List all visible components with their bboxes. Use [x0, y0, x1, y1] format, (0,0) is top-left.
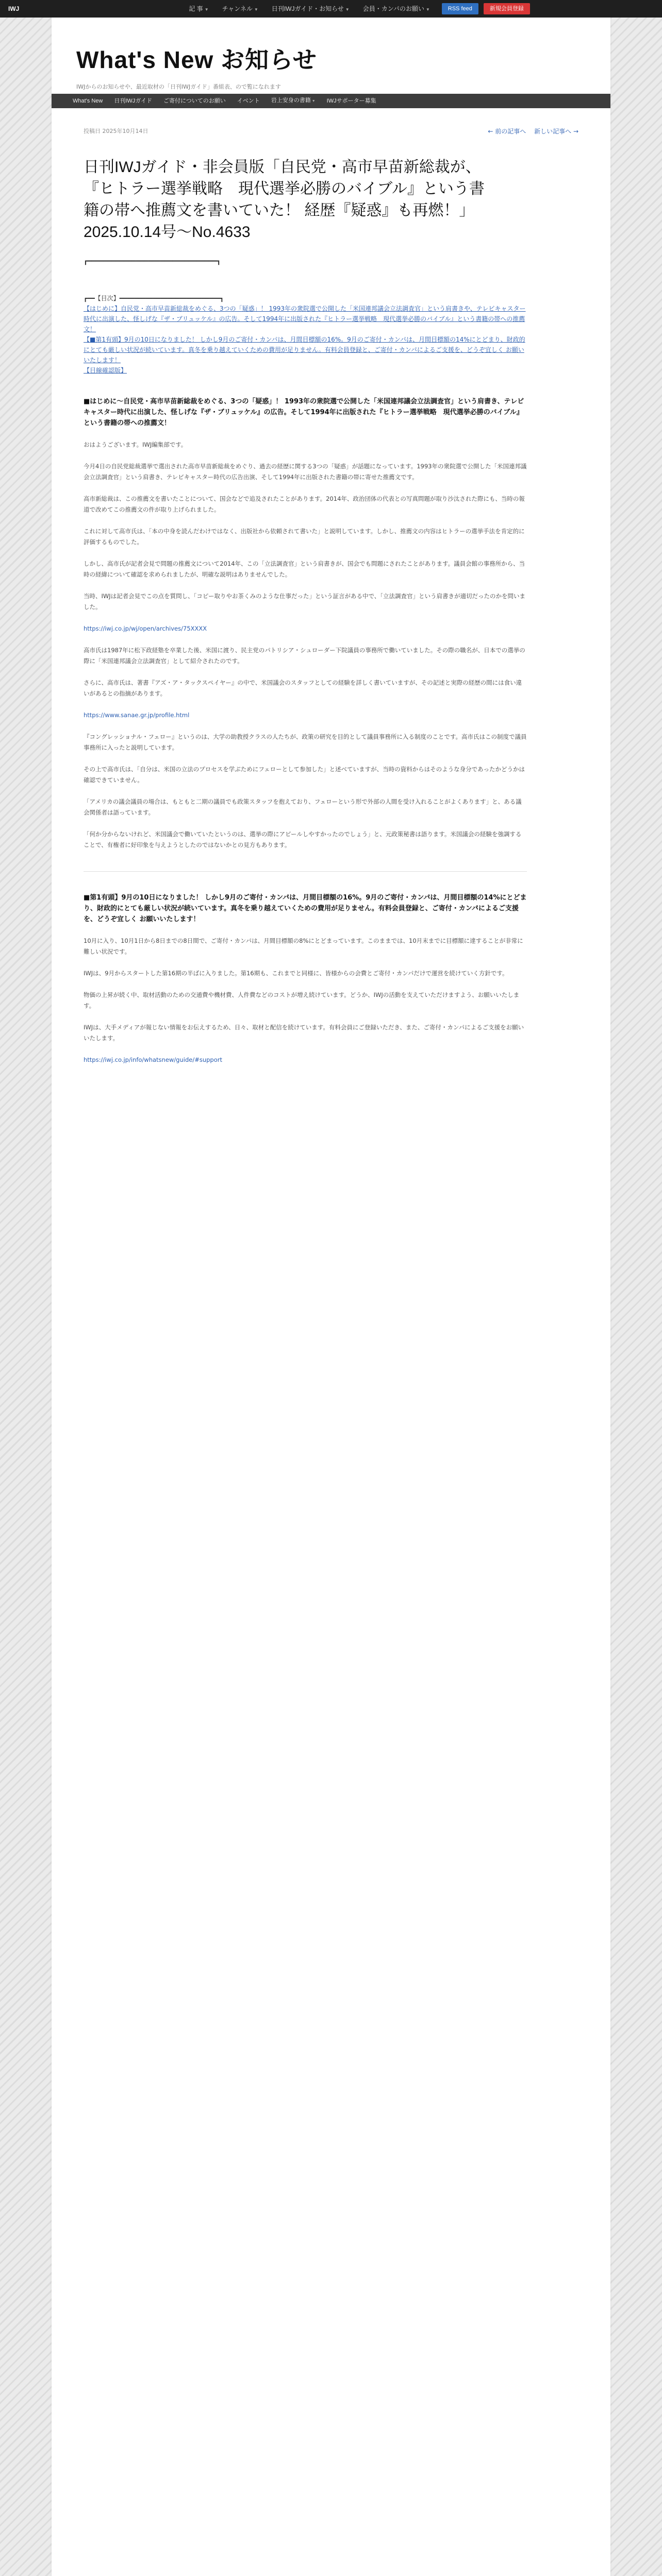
top-bar — [0, 0, 662, 18]
gnav-item-events[interactable]: イベント — [237, 98, 260, 104]
top-nav-item-guide[interactable]: 日刊IWJガイド・お知らせ ▼ — [271, 5, 350, 12]
paragraph: IWJは、9月からスタートした第16期の半ばに入りました。第16期も、これまでと同様に、皆様からの会費とご寄付・カンパだけで運営を続けていく方針です。 — [84, 970, 508, 977]
gnav-item-whats-new[interactable]: What's New — [73, 98, 103, 104]
content-wrapper — [52, 18, 610, 2576]
paragraph: 『コングレッショナル・フェロー』というのは、大学の助教授クラスの人たちが、政策の研究を目的として議員事務所に入る制度のことです。高市氏はこの制度で議員事務所に入ったと説明しています。 — [84, 733, 527, 751]
blog-title[interactable]: What's New お知らせ — [76, 46, 317, 73]
chevron-down-icon: ▼ — [311, 99, 316, 103]
divider — [84, 871, 527, 872]
chevron-down-icon: ▼ — [345, 7, 350, 12]
toc-link-confirm[interactable]: 【目線確認版】 — [84, 367, 127, 374]
paragraph: おはようございます。IWJ編集部です。 — [84, 441, 187, 448]
section-heading-intro: ■はじめに～自民党・高市早苗新総裁をめぐる、3つの「疑惑」！ 1993年の衆院選で公開した「米国連邦議会立法調査官」という肩書き、テレビキャスター時代に出演した、怪しげな『ザ・ブリュッケル』の広告。そして1994年に出版された『ヒトラー選挙戦略 現代選挙必勝のバイブル』という書籍の帯への推薦文！ — [84, 398, 524, 427]
blog-header — [52, 18, 610, 94]
toc-link-intro[interactable]: 【はじめに】自民党・高市早苗新総裁をめぐる、3つの「疑惑」！ 1993年の衆院選で公開した「米国連邦議会立法調査官」という肩書きや、テレビキャスター時代に出演した、怪しげな『ザ・ブリュッケル』の広告。そして1994年に出版された『ヒトラー選挙戦略 現代選挙必勝のバイブル』という書籍の帯への推薦文！ — [84, 305, 526, 333]
brand-logo[interactable]: IWJ — [8, 5, 20, 12]
table-of-contents — [84, 293, 527, 376]
paragraph: 「アメリカの議会議員の場合は、もともと二期の議員でも政策スタッフを抱えており、フェローという形で外部の人間を受け入れることがよくあります」と、ある議会関係者は語っています。 — [84, 798, 522, 816]
rss-button[interactable]: RSS feed — [442, 3, 478, 14]
top-nav-item-articles[interactable]: 記 事 ▼ — [189, 5, 209, 12]
top-nav-item-membership[interactable]: 会員・カンパのお願い ▼ — [362, 5, 430, 12]
paragraph: その上で高市氏は、「自分は、米国の立法のプロセスを学ぶためにフェローとして参加した」と述べていますが、当時の資料からはそのような身分であったかどうかは確認できていません。 — [84, 766, 525, 784]
gnav-item-donation[interactable]: ご寄付についてのお願い — [163, 98, 226, 104]
post-meta — [84, 125, 578, 137]
paragraph: しかし、高市氏が記者会見で問題の推薦文について2014年、この「立法調査官」という肩書きが、国会でも問題にされたことがあります。議員会館の事務所から、当時の経緯について確認を求められましたが、明確な説明はありませんでした。 — [84, 560, 525, 578]
paragraph: 高市氏は1987年に松下政経塾を卒業した後、米国に渡り、民主党のパトリシア・シュローダー下院議員の事務所で働いていました。その際の職名が、日本での選挙の際に「米国連邦議会立法調査官」として紹介されたのです。 — [84, 647, 525, 665]
post-title: 日刊IWJガイド・非会員版「自民党・高市早苗新総裁が、『ヒトラー選挙戦略 現代選挙必勝のバイブル』という書籍の帯へ推薦文を書いていた！ 経歴『疑惑』も再燃！」2025.10.14号～No.4633 — [84, 159, 485, 241]
section-heading-donation: ■第1有頭】9月の10日になりました！ しかし9月のご寄付・カンパは、月間目標額の16%。9月のご寄付・カンパは、月間目標額の14%にとどまり、財政的にとても厳しい状況が続いています。真冬を乗り越えていくための費用が足りません。有料会員登録と、ご寄付・カンパによるご支援を、どうぞ宜しく お願いいたします！ — [84, 894, 527, 923]
paragraph: IWJは、大手メディアが報じない情報をお伝えするため、日々、取材と配信を続けています。有料会員にご登録いただき、また、ご寄付・カンパによるご支援をお願いいたします。 — [84, 1024, 524, 1042]
reference-link[interactable]: https://www.sanae.gr.jp/profile.html — [84, 711, 190, 719]
chevron-down-icon: ▼ — [425, 7, 430, 12]
global-nav — [52, 94, 610, 108]
gnav-item-guide[interactable]: 日刊IWJガイド — [114, 98, 152, 104]
reference-link[interactable]: https://iwj.co.jp/info/whatsnew/guide/#support — [84, 1056, 223, 1063]
register-button[interactable]: 新規会員登録 — [484, 3, 530, 14]
reference-link[interactable]: https://iwj.co.jp/wj/open/archives/75XXXX — [84, 625, 207, 632]
paragraph: 「何か分からないけれど、米国議会で働いていたというのは、選挙の際にアピールしやすかったのでしょう」と、元政策秘書は語ります。米国議会の経験を強調することで、有権者に好印象を与えようとしたのではないかとの見方もあります。 — [84, 831, 522, 849]
post-first-line: ┏━━━━━━━━━━━━━━━━━━━━━━━━━━━━━━━━┓ — [84, 258, 221, 265]
gnav-item-supporter[interactable]: IWJサポーター募集 — [326, 98, 376, 104]
paragraph: 10月に入り、10月1日から8日までの8日間で、ご寄付・カンパは、月間目標額の8%にとどまっています。このままでは、10月末までに目標額に達することが非常に難しい状況です。 — [84, 937, 523, 955]
prev-post-link[interactable]: ← 前の記事へ — [488, 127, 526, 135]
gnav-item-books[interactable]: 岩上安身の書籍 ▼ — [271, 97, 316, 104]
paragraph: 高市新総裁は、この推薦文を書いたことについて、国会などで追及されたことがあります。2014年、政治団体の代表との写真問題が取り沙汰された際にも、当時の報道で改めてこの推薦文の件が取り上げられました。 — [84, 495, 525, 513]
toc-link-donation[interactable]: 【■第1有頭】9月の10日になりました！ しかし9月のご寄付・カンパは、月間目標額の16%。9月のご寄付・カンパは、月間目標額の14%にとどまり、財政的にとても厳しい状況が続いています。真冬を乗り越えていくための費用が足りません。有料会員登録と、ご寄付・カンパによるご支援を、どうぞ宜しく お願いいたします！ — [84, 336, 525, 364]
paragraph: 物価の上昇が続く中、取材活動のための交通費や機材費、人件費などのコストが増え続けています。どうか、IWJの活動を支えていただけますよう、お願いいたします。 — [84, 991, 520, 1009]
toc-heading: ┏━━【目次】━━━━━━━━━━━━━━━━━━━━━━━━━━━┓ — [84, 295, 224, 302]
paragraph: これに対して高市氏は、「本の中身を読んだわけではなく、出版社から依頼されて書いた」と説明しています。しかし、推薦文の内容はヒトラーの選挙手法を肯定的に評価するものでした。 — [84, 528, 525, 546]
paragraph: さらに、高市氏は、著書『アズ・ア・タックスペイヤー』の中で、米国議会のスタッフとしての経験を詳しく書いていますが、その記述と実際の経歴の間には食い違いがあるとの指摘があります。 — [84, 679, 522, 697]
post-date: 投稿日 2025年10月14日 — [84, 128, 148, 134]
paragraph: 今月4日の自民党総裁選挙で選出された高市早苗新総裁をめぐり、過去の経歴に関する3つの「疑惑」が話題になっています。1993年の衆院選で公開した「米国連邦議会立法調査官」という肩書き、テレビキャスター時代の広告出演、そして1994年に出版された書籍の帯に寄せた推薦文です。 — [84, 463, 527, 481]
blog-description: IWJからのお知らせや、最近取材の「日刊IWJガイド」番組表、ので覧になれます — [76, 83, 281, 90]
chevron-down-icon: ▼ — [254, 7, 258, 12]
post-pager — [482, 127, 578, 135]
paragraph: 当時、IWJは記者会見でこの点を質問し、「コピー取りやお茶くみのような仕事だった」という証言がある中で、「立法調査官」という肩書きが適切だったのかを問いました。 — [84, 592, 525, 611]
next-post-link[interactable]: 新しい記事へ → — [534, 127, 578, 135]
chevron-down-icon: ▼ — [204, 7, 209, 12]
top-nav-item-channel[interactable]: チャンネル ▼ — [222, 5, 258, 12]
top-nav — [182, 0, 530, 18]
post-main — [52, 108, 610, 1065]
